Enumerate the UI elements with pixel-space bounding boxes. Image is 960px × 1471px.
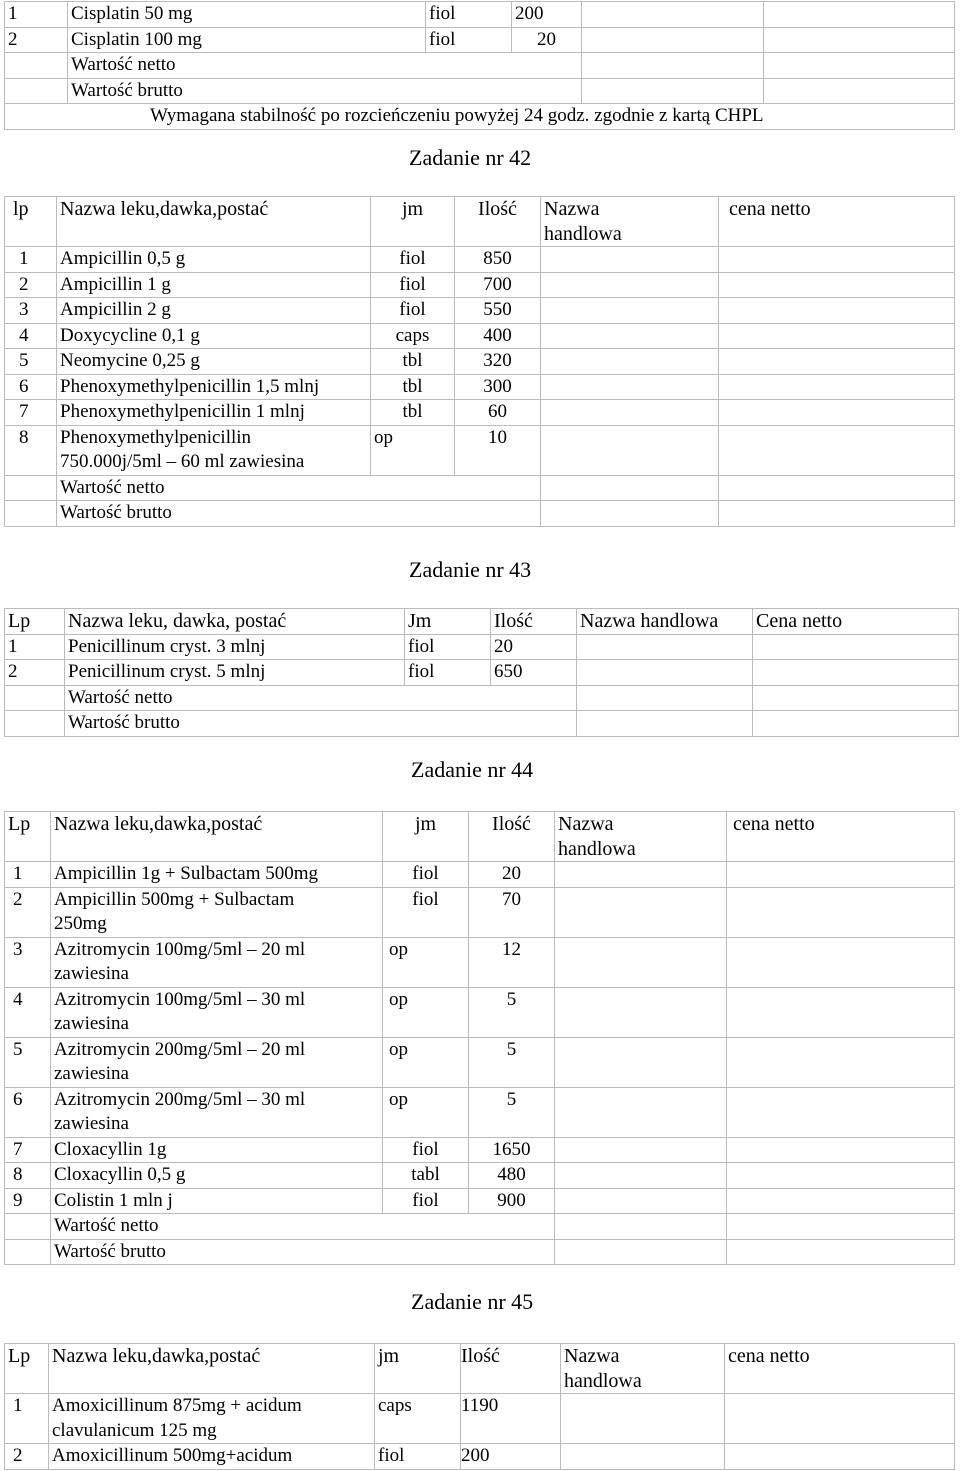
table-row: 7 Phenoxymethylpenicillin 1 mlnj tbl 60 xyxy=(5,400,955,426)
table-row: 6 Azitromycin 200mg/5ml – 30 ml zawiesina op 5 xyxy=(5,1087,955,1137)
top-table xyxy=(4,1,955,130)
header-trade-name: Nazwa handlowa xyxy=(561,1344,725,1394)
stability-note: Wymagana stabilność po rozcieńczeniu powyżej 24 godz. zgodnie z kartą CHPL xyxy=(5,104,955,130)
gross-value-row xyxy=(5,711,959,737)
table-row: 3 Azitromycin 100mg/5ml – 20 ml zawiesina op 12 xyxy=(5,937,955,987)
table-row xyxy=(5,27,955,53)
cell-qty: 200 xyxy=(512,2,582,28)
net-value-row xyxy=(5,685,959,711)
cell-qty: 20 xyxy=(512,27,582,53)
gross-value-label: Wartość brutto xyxy=(57,501,541,527)
table-row xyxy=(5,2,955,28)
header-price: cena netto xyxy=(725,1344,955,1394)
net-value-label: Wartość netto xyxy=(51,1214,555,1240)
header-jm: jm xyxy=(371,197,455,247)
task-44-table xyxy=(4,811,955,1265)
gross-value-label: Wartość brutto xyxy=(68,78,582,104)
header-trade-name: Nazwa handlowa xyxy=(577,609,753,635)
task-42-title: Zadanie nr 42 xyxy=(409,145,532,170)
gross-value-row xyxy=(5,1239,955,1265)
net-value-label: Wartość netto xyxy=(65,685,577,711)
table-row: 7 Cloxacyllin 1g fiol 1650 xyxy=(5,1137,955,1163)
header-jm: jm xyxy=(375,1344,461,1394)
header-qty: Ilość xyxy=(455,197,541,247)
table-row: 2 Penicillinum cryst. 5 mlnj fiol 650 xyxy=(5,660,959,686)
header-trade-name: Nazwa handlowa xyxy=(555,812,727,862)
header-qty: Ilość xyxy=(469,812,555,862)
header-lp: lp xyxy=(5,197,57,247)
net-value-row xyxy=(5,475,955,501)
task-44-title: Zadanie nr 44 xyxy=(411,757,534,782)
cell-name: Cisplatin 50 mg xyxy=(68,2,426,28)
header-lp: Lp xyxy=(5,1344,49,1394)
table-row: 9 Colistin 1 mln j fiol 900 xyxy=(5,1188,955,1214)
table-row: 8 Cloxacyllin 0,5 g tabl 480 xyxy=(5,1163,955,1189)
gross-value-label: Wartość brutto xyxy=(51,1239,555,1265)
table-row: 1 Penicillinum cryst. 3 mlnj fiol 20 xyxy=(5,634,959,660)
table-header-row xyxy=(5,812,955,862)
table-row: 6 Phenoxymethylpenicillin 1,5 mlnj tbl 300 xyxy=(5,374,955,400)
table-row: 8 Phenoxymethylpenicillin 750.000j/5ml – 60 ml zawiesina op 10 xyxy=(5,425,955,475)
gross-value-label: Wartość brutto xyxy=(65,711,577,737)
table-row: 2 Ampicillin 500mg + Sulbactam 250mg fiol 70 xyxy=(5,887,955,937)
table-row: 1 Ampicillin 0,5 g fiol 850 xyxy=(5,247,955,273)
task-42-table xyxy=(4,196,955,527)
header-price: cena netto xyxy=(727,812,955,862)
header-price: cena netto xyxy=(719,197,955,247)
table-header-row xyxy=(5,1344,955,1394)
header-name: Nazwa leku,dawka,postać xyxy=(49,1344,375,1394)
net-value-label: Wartość netto xyxy=(68,53,582,79)
cell-jm: fiol xyxy=(426,2,512,28)
header-qty: Ilość xyxy=(461,1344,561,1394)
table-row: 3 Ampicillin 2 g fiol 550 xyxy=(5,298,955,324)
task-45-table xyxy=(4,1343,955,1470)
header-price: Cena netto xyxy=(753,609,959,635)
table-row: 2 Ampicillin 1 g fiol 700 xyxy=(5,272,955,298)
net-value-label: Wartość netto xyxy=(57,475,541,501)
table-row: 4 Doxycycline 0,1 g caps 400 xyxy=(5,323,955,349)
net-value-row xyxy=(5,53,955,79)
task-43-table xyxy=(4,608,959,737)
table-row: 2 Amoxicillinum 500mg+acidum fiol 200 xyxy=(5,1444,955,1470)
cell-lp: 2 xyxy=(5,27,68,53)
table-header-row xyxy=(5,609,959,635)
header-name: Nazwa leku, dawka, postać xyxy=(65,609,405,635)
header-jm: jm xyxy=(383,812,469,862)
net-value-row xyxy=(5,1214,955,1240)
gross-value-row xyxy=(5,78,955,104)
header-lp: Lp xyxy=(5,609,65,635)
task-45-title: Zadanie nr 45 xyxy=(411,1289,534,1314)
table-row: 1 Ampicillin 1g + Sulbactam 500mg fiol 20 xyxy=(5,862,955,888)
header-name: Nazwa leku,dawka,postać xyxy=(57,197,371,247)
gross-value-row xyxy=(5,501,955,527)
header-jm: Jm xyxy=(405,609,491,635)
table-row: 5 Neomycine 0,25 g tbl 320 xyxy=(5,349,955,375)
note-row xyxy=(5,104,955,130)
table-row: 5 Azitromycin 200mg/5ml – 20 ml zawiesina op 5 xyxy=(5,1037,955,1087)
table-header-row xyxy=(5,197,955,247)
cell-lp: 1 xyxy=(5,2,68,28)
header-lp: Lp xyxy=(5,812,51,862)
task-43-title: Zadanie nr 43 xyxy=(409,557,532,582)
cell-jm: fiol xyxy=(426,27,512,53)
table-row: 4 Azitromycin 100mg/5ml – 30 ml zawiesina op 5 xyxy=(5,987,955,1037)
header-name: Nazwa leku,dawka,postać xyxy=(51,812,383,862)
cell-name: Cisplatin 100 mg xyxy=(68,27,426,53)
header-trade-name: Nazwa handlowa xyxy=(541,197,719,247)
table-row: 1 Amoxicillinum 875mg + acidum clavulanicum 125 mg caps 1190 xyxy=(5,1394,955,1444)
header-qty: Ilość xyxy=(491,609,577,635)
